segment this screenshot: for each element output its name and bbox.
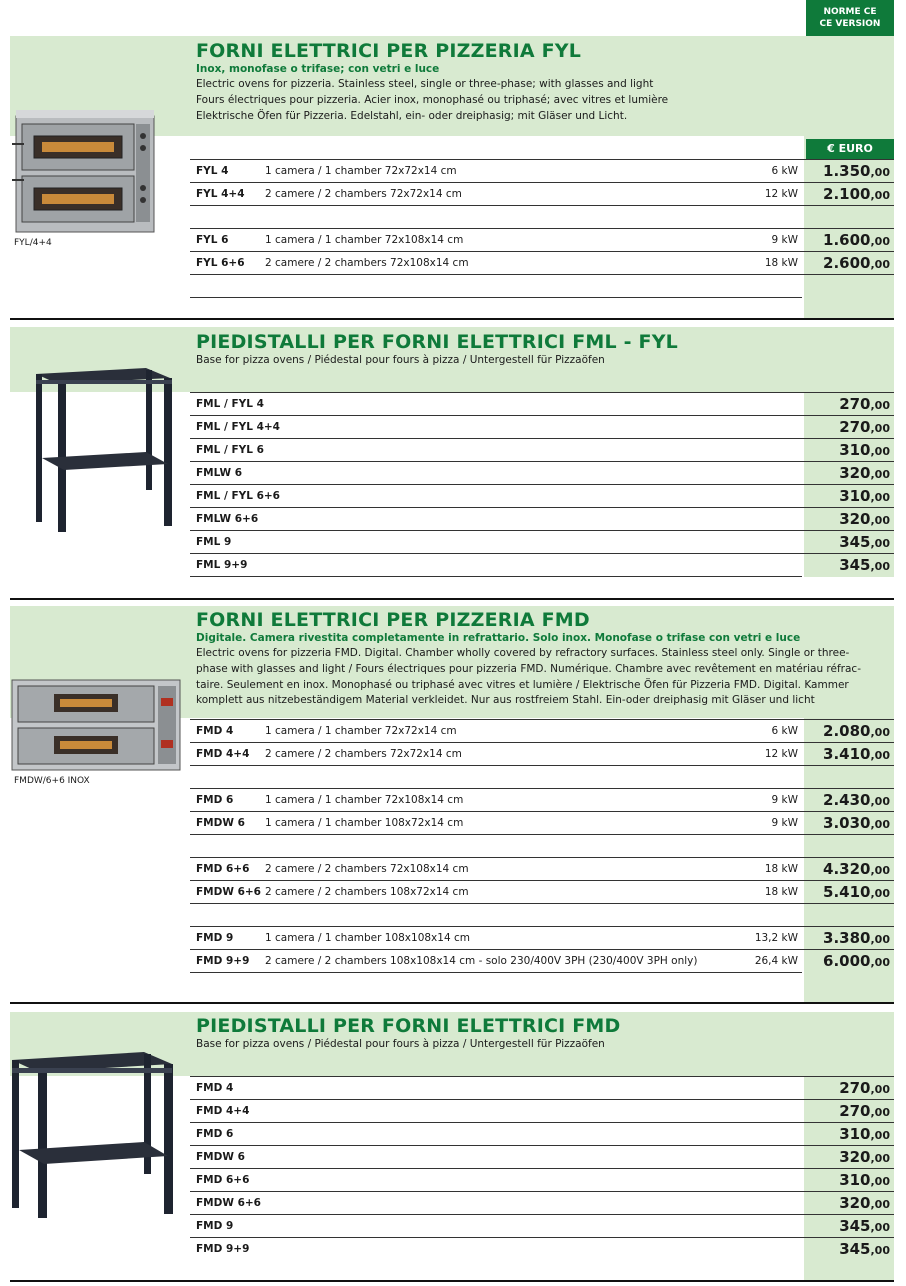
section-desc-line: Base for pizza ovens / Piédestal pour fours à pizza / Untergestell für Pizzaöfen [196,354,605,366]
section-divider [10,318,894,320]
table-spacer [190,765,894,788]
section-divider [10,1280,894,1282]
table-row: FMD 4 270,00 [190,1076,894,1099]
table-row: FMD 6+6 2 camere / 2 chambers 72x108x14 cm 18 kW 4.320,00 [190,857,894,880]
table-spacer [190,205,894,228]
euro-header: € EURO [806,139,894,159]
section-title: FORNI ELETTRICI PER PIZZERIA FMD [196,609,590,631]
table-spacer [190,834,894,857]
table-row: FML / FYL 6 310,00 [190,438,894,461]
table-row: FMDW 6+6 320,00 [190,1191,894,1214]
table-row: FMD 4+4 2 camere / 2 chambers 72x72x14 cm 12 kW 3.410,00 [190,742,894,765]
pedestal-fmd-image [8,1050,176,1220]
section-desc-line: taire. Seulement en inox. Monophasé ou triphasé avec vitres et lumière / Elektrische Öfen für Pizzeria FMD. Digital. Kammer [196,678,849,691]
table-row: FYL 4+4 2 camere / 2 chambers 72x72x14 cm 12 kW 2.100,00 [190,182,894,205]
section-subtitle: Digitale. Camera rivestita completamente in refrattario. Solo inox. Monofase o trifase con vetri e luce [196,632,801,644]
table-row: FMDW 6 1 camera / 1 chamber 108x72x14 cm 9 kW 3.030,00 [190,811,894,834]
table-row: FMD 9 345,00 [190,1214,894,1237]
table-row: FML / FYL 4 270,00 [190,392,894,415]
table-row: FMD 6 1 camera / 1 chamber 72x108x14 cm 9 kW 2.430,00 [190,788,894,811]
oven-fmd-image [10,676,182,774]
section-desc-line: Fours électriques pour pizzeria. Acier inox, monophasé ou triphasé; avec vitres et lumière [196,93,669,106]
section-header-fmd [196,609,896,709]
table-row: FMD 9+9 345,00 [190,1237,894,1260]
table-row: FML 9 345,00 [190,530,894,553]
table-row: FYL 6 1 camera / 1 chamber 72x108x14 cm 9 kW 1.600,00 [190,228,894,251]
section-header-fml [196,331,896,369]
table-row: FML 9+9 345,00 [190,553,894,576]
table-row: FYL 6+6 2 camere / 2 chambers 72x108x14 cm 18 kW 2.600,00 [190,251,894,274]
price-table-fml [190,392,894,577]
price-table-fyl [190,159,894,298]
image-caption: FYL/4+4 [14,238,52,248]
table-spacer [190,903,894,926]
section-title: PIEDISTALLI PER FORNI ELETTRICI FMD [196,1015,621,1037]
price-table-fmd [190,719,894,973]
section-desc-line: Electric ovens for pizzeria. Stainless steel, single or three-phase; with glasses and light [196,78,654,90]
pedestal-fml-image [28,366,176,536]
oven-fyl-image [12,108,158,234]
table-row: FML / FYL 4+4 270,00 [190,415,894,438]
section-title: PIEDISTALLI PER FORNI ELETTRICI FML - FYL [196,331,678,353]
table-row: FMLW 6+6 320,00 [190,507,894,530]
section-title: FORNI ELETTRICI PER PIZZERIA FYL [196,40,582,62]
table-row: FYL 4 1 camera / 1 chamber 72x72x14 cm 6 kW 1.350,00 [190,159,894,182]
section-divider [10,598,894,600]
table-row: FMD 6 310,00 [190,1122,894,1145]
norme-ce-badge: NORME CE CE VERSION [806,0,894,36]
section-desc-line: Elektrische Öfen für Pizzeria. Edelstahl, ein- oder dreiphasig; mit Gläser und Licht. [196,109,628,122]
section-desc-line: komplett aus nitzebeständigem Material verkleidet. Nur aus rostfreiem Stahl. Ein-oder dreiphasig mit Gläser und licht [196,694,815,707]
table-row: FMLW 6 320,00 [190,461,894,484]
section-header-fyl [196,40,896,124]
table-row: FMD 4 1 camera / 1 chamber 72x72x14 cm 6 kW 2.080,00 [190,719,894,742]
table-row: FMDW 6+6 2 camere / 2 chambers 108x72x14 cm 18 kW 5.410,00 [190,880,894,903]
section-desc-line: phase with glasses and light / Fours électriques pour pizzeria FMD. Numérique. Chambre avec revêtement en matériau réfrac- [196,662,861,675]
table-spacer [190,274,894,297]
table-row: FML / FYL 6+6 310,00 [190,484,894,507]
section-divider [10,1002,894,1004]
table-row: FMD 9+9 2 camere / 2 chambers 108x108x14 cm - solo 230/400V 3PH (230/400V 3PH only) 26,4 kW 6.000,00 [190,949,894,972]
section-subtitle: Inox, monofase o trifase; con vetri e luce [196,63,440,75]
section-header-fmd-pedestal [196,1015,896,1053]
table-row: FMD 4+4 270,00 [190,1099,894,1122]
table-row: FMD 9 1 camera / 1 chamber 108x108x14 cm 13,2 kW 3.380,00 [190,926,894,949]
table-row: FMD 6+6 310,00 [190,1168,894,1191]
section-desc-line: Base for pizza ovens / Piédestal pour fours à pizza / Untergestell für Pizzaöfen [196,1038,605,1050]
price-table-fmd-pedestal [190,1076,894,1260]
image-caption: FMDW/6+6 INOX [14,776,90,786]
section-desc-line: Electric ovens for pizzeria FMD. Digital. Chamber wholly covered by refractory surfaces. Stainless steel only. Single or three- [196,647,850,659]
table-row: FMDW 6 320,00 [190,1145,894,1168]
